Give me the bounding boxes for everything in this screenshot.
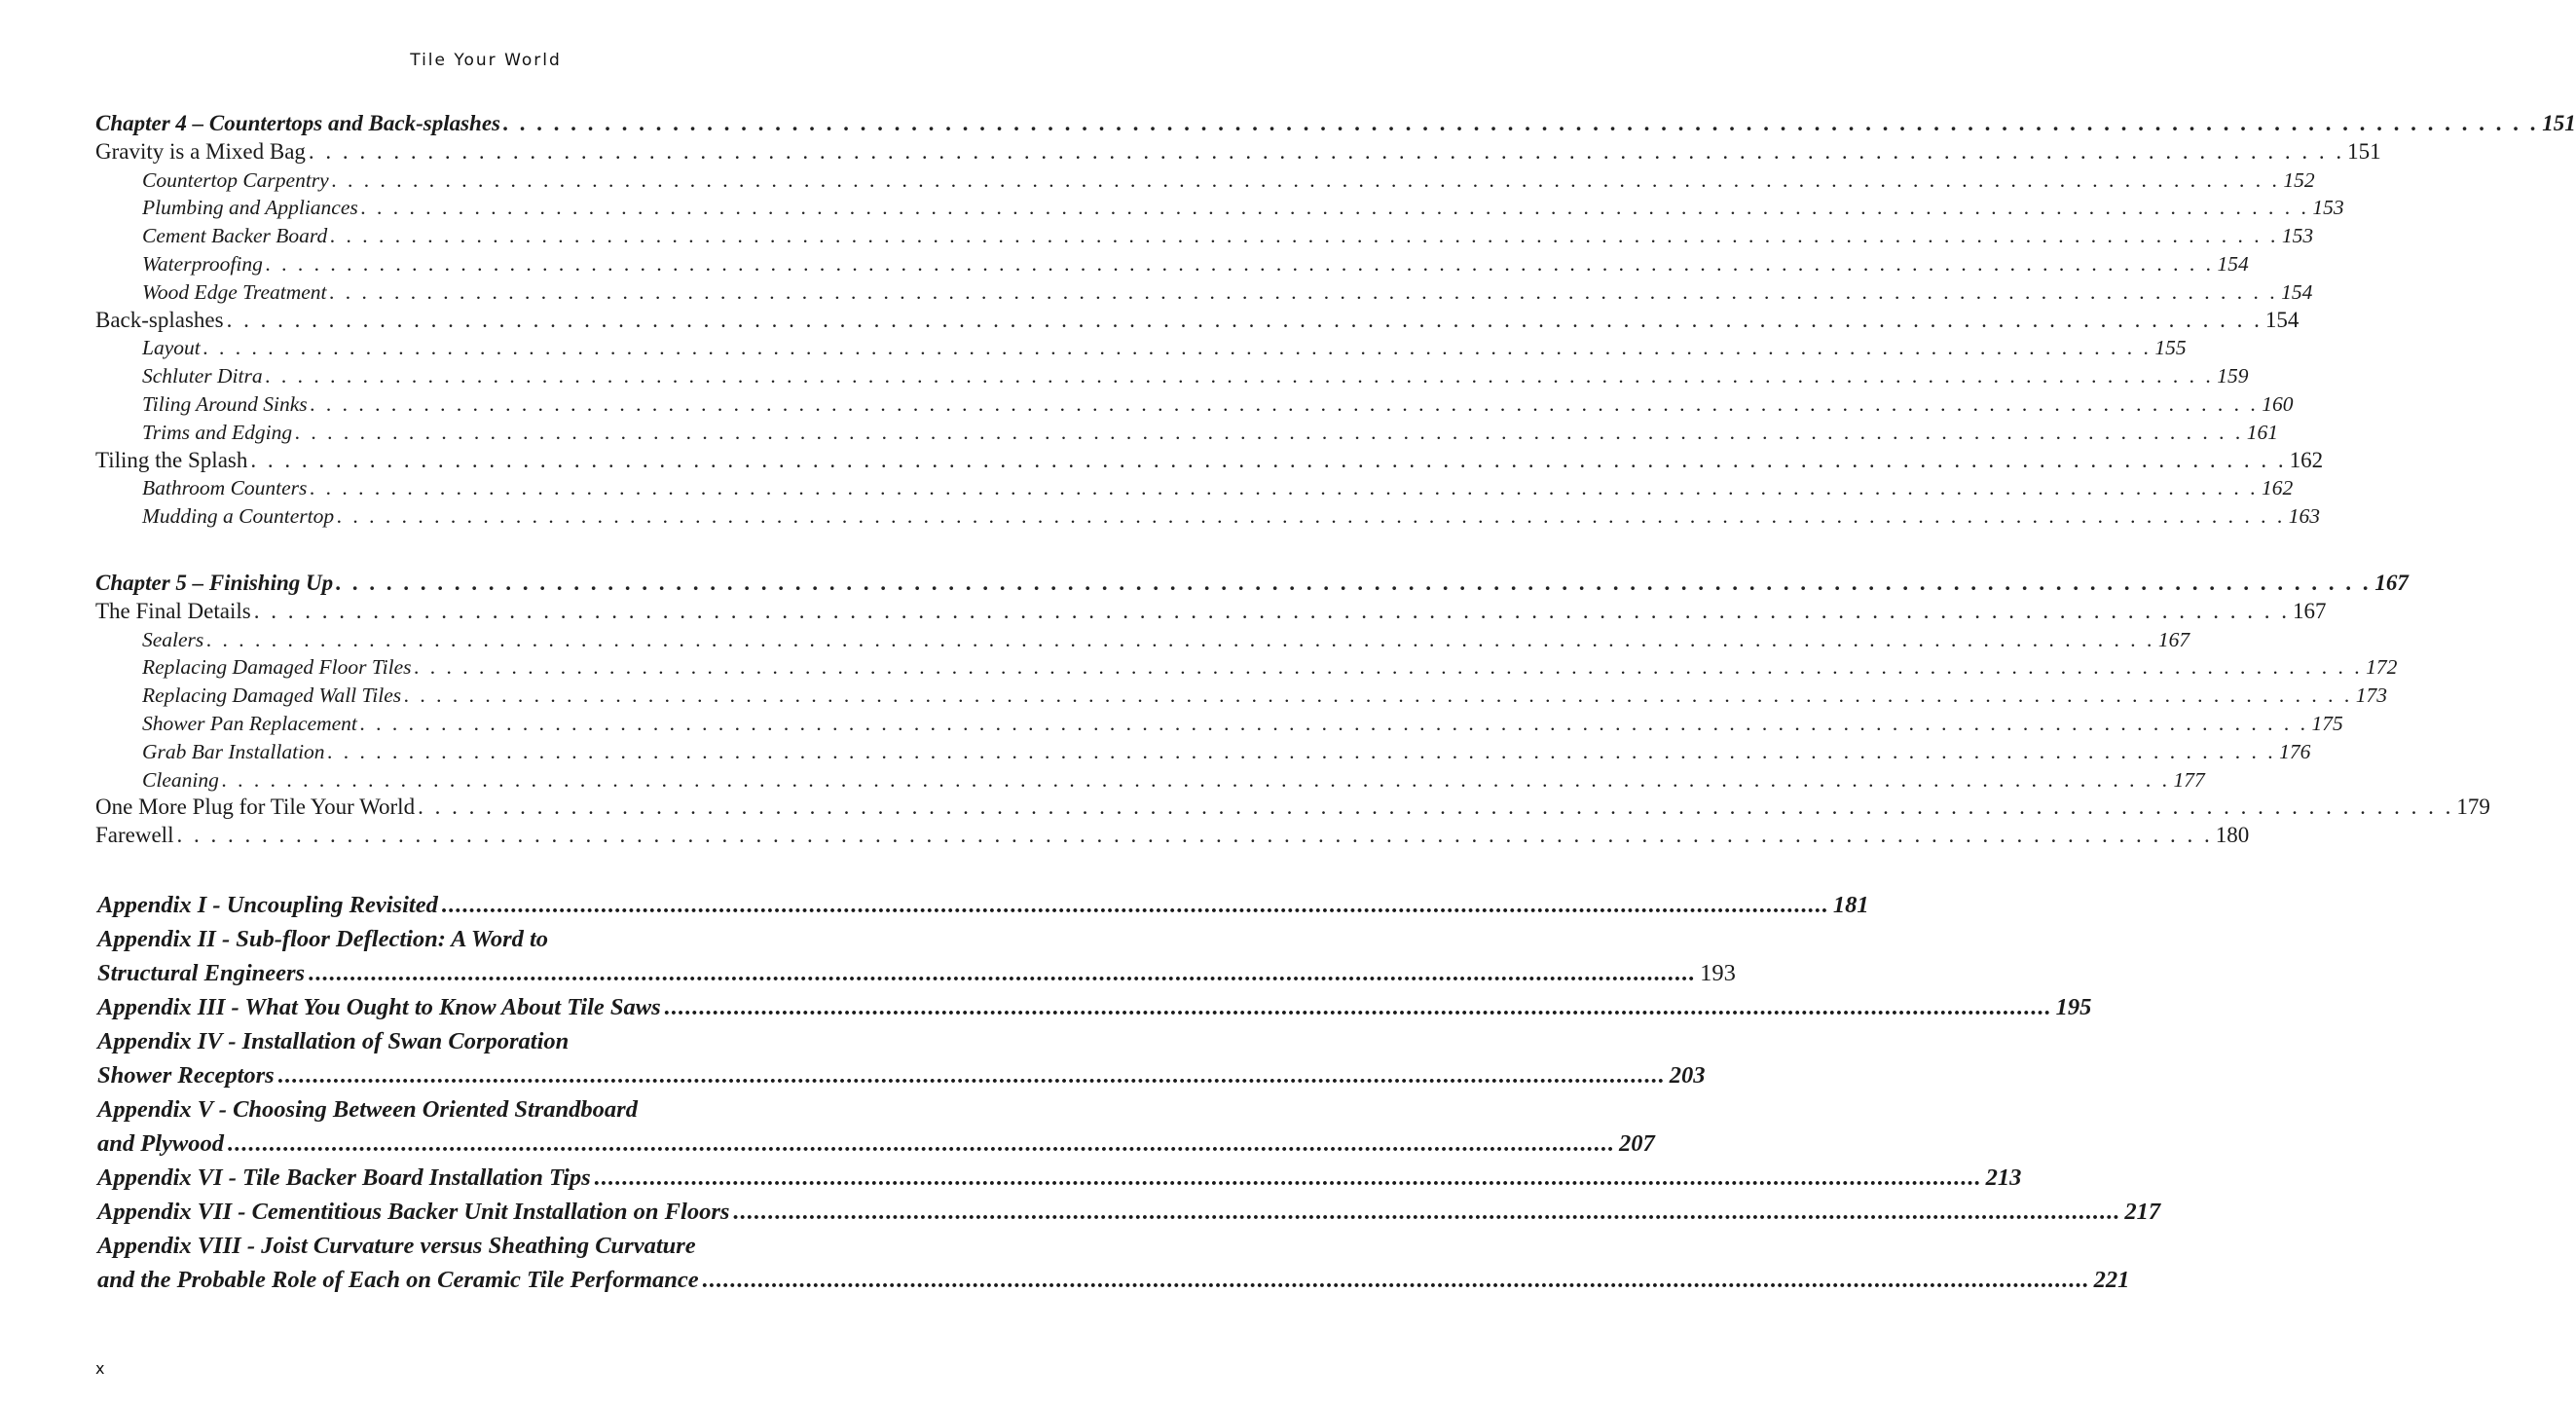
toc-entry-page: 155 — [2154, 336, 2187, 360]
dot-leader: . . . . . . . . . . . . . . . . . . . . . . . . . . . . . . . . . . . . . . . . . . . . . . . . . . . . . . . . . . . . . . . . . . . . . . . . . . . . . . . . . . . . . . . . . . . . . . . . . . . . . . . . . . . . . . . . . . . . . . . . — [221, 767, 2171, 792]
toc-entry-label: Wood Edge Treatment — [142, 279, 327, 304]
toc-entry-page: 172 — [2366, 655, 2398, 680]
toc-chapter-4 — [95, 110, 2576, 531]
toc-entry-sub — [95, 222, 2314, 250]
appendix-label: and Plywood — [97, 1130, 224, 1157]
toc-entry-page: 153 — [2312, 196, 2344, 220]
dot-leader: . . . . . . . . . . . . . . . . . . . . . . . . . . . . . . . . . . . . . . . . . . . . . . . . . . . . . . . . . . . . . . . . . . . . . . . . . . . . . . . . . . . . . . . . . . . . . . . . . . . . . . . . . . . . . . . . . . . . . . . . — [337, 504, 2286, 529]
appendix-label: Appendix V - Choosing Between Oriented Strandboard — [97, 1096, 638, 1123]
toc-entry-page: 154 — [2264, 307, 2300, 332]
toc-entry-page: 162 — [2289, 447, 2324, 472]
appendix-label: Appendix IV - Installation of Swan Corporation — [97, 1028, 570, 1054]
appendix-entry — [97, 1195, 2161, 1229]
dot-leader: ........................................................................................................................................................................................................ — [309, 960, 1697, 986]
toc-entry-chapter — [95, 110, 2576, 138]
toc-entry-label: Chapter 5 – Finishing Up — [95, 571, 334, 595]
toc-entry-page: 167 — [2157, 627, 2190, 651]
dot-leader: . . . . . . . . . . . . . . . . . . . . . . . . . . . . . . . . . . . . . . . . . . . . . . . . . . . . . . . . . . . . . . . . . . . . . . . . . . . . . . . . . . . . . . . . . . . . . . . . . . . . . . . . . . . . . . . . . . . . . . . . — [265, 251, 2215, 276]
appendix-entry — [97, 922, 866, 956]
dot-leader: ........................................................................................................................................................................................................ — [228, 1130, 1615, 1157]
appendix-label: Appendix VII - Cementitious Backer Unit Installation on Floors — [97, 1199, 730, 1225]
toc-entry-page: 152 — [2283, 167, 2315, 192]
appendix-entry — [97, 1127, 1655, 1161]
appendix-entry — [97, 990, 2092, 1024]
dot-leader: ........................................................................................................................................................................................................ — [277, 1062, 1666, 1089]
dot-leader: . . . . . . . . . . . . . . . . . . . . . . . . . . . . . . . . . . . . . . . . . . . . . . . . . . . . . . . . . . . . . . . . . . . . . . . . . . . . . . . . . . . . . . . . . . . . . . . . . . . . . . . . . . . . . . . . . . . . . . . . — [250, 447, 2287, 472]
dot-leader: . . . . . . . . . . . . . . . . . . . . . . . . . . . . . . . . . . . . . . . . . . . . . . . . . . . . . . . . . . . . . . . . . . . . . . . . . . . . . . . . . . . . . . . . . . . . . . . . . . . . . . . . . . . . . . . . . . . . . . . . — [206, 627, 2155, 651]
dot-leader: . . . . . . . . . . . . . . . . . . . . . . . . . . . . . . . . . . . . . . . . . . . . . . . . . . . . . . . . . . . . . . . . . . . . . . . . . . . . . . . . . . . . . . . . . . . . . . . . . . . . . . . . . . . . . . . . . . . . . . . . — [330, 224, 2279, 248]
appendix-page: 195 — [2055, 994, 2092, 1020]
toc-entry-sub — [95, 682, 2388, 710]
toc-entry-sub — [95, 738, 2311, 766]
toc-entry-label: Replacing Damaged Wall Tiles — [142, 684, 402, 708]
toc-entry-label: Sealers — [142, 627, 204, 651]
dot-leader: . . . . . . . . . . . . . . . . . . . . . . . . . . . . . . . . . . . . . . . . . . . . . . . . . . . . . . . . . . . . . . . . . . . . . . . . . . . . . . . . . . . . . . . . . . . . . . . . . . . . . . . . . . . . . . . . . . . . . . . . — [310, 476, 2260, 500]
appendix-entry — [97, 1229, 866, 1263]
toc-entry-sub — [95, 166, 2315, 195]
appendix-page: 213 — [1985, 1164, 2022, 1191]
toc-entry-section — [95, 447, 2324, 475]
toc-entry-label: Chapter 4 – Countertops and Back-splashes — [95, 111, 500, 135]
toc-entry-label: Mudding a Countertop — [142, 504, 335, 529]
dot-leader: . . . . . . . . . . . . . . . . . . . . . . . . . . . . . . . . . . . . . . . . . . . . . . . . . . . . . . . . . . . . . . . . . . . . . . . . . . . . . . . . . . . . . . . . . . . . . . . . . . . . . . . . . . . . . . . . . . . . . . . . — [329, 279, 2279, 304]
toc-entry-chapter — [95, 570, 2409, 598]
dot-leader: . . . . . . . . . . . . . . . . . . . . . . . . . . . . . . . . . . . . . . . . . . . . . . . . . . . . . . . . . . . . . . . . . . . . . . . . . . . . . . . . . . . . . . . . . . . . . . . . . . . . . . . . . . . . . . . . . . . . . . . . — [202, 336, 2153, 360]
appendix-entry — [97, 1161, 2022, 1195]
toc-entry-label: Cleaning — [142, 767, 219, 792]
toc-entry-sub — [95, 710, 2343, 738]
toc-entry-sub — [95, 362, 2249, 390]
appendix-entry — [97, 1024, 866, 1058]
toc-entry-page: 153 — [2281, 224, 2314, 248]
toc-entry-label: Schluter Ditra — [142, 364, 263, 388]
dot-leader: . . . . . . . . . . . . . . . . . . . . . . . . . . . . . . . . . . . . . . . . . . . . . . . . . . . . . . . . . . . . . . . . . . . . . . . . . . . . . . . . . . . . . . . . . . . . . . . . . . . . . . . . . . . . . . . . . . . . . . . . — [503, 111, 2540, 135]
toc-entry-label: Farewell — [95, 823, 174, 848]
toc-entry-page: 154 — [2281, 279, 2313, 304]
toc-entry-sub — [95, 474, 2294, 502]
toc-entry-page: 173 — [2355, 684, 2388, 708]
appendix-label: Appendix VIII - Joist Curvature versus Sheathing Curvature — [97, 1233, 696, 1259]
appendix-label: Appendix I - Uncoupling Revisited — [97, 892, 438, 918]
appendix-entry — [97, 1263, 2130, 1297]
appendix-label: Appendix VI - Tile Backer Board Installation Tips — [97, 1164, 591, 1191]
appendix-label: and the Probable Role of Each on Ceramic Tile Performance — [97, 1267, 699, 1293]
toc-entry-label: Replacing Damaged Floor Tiles — [142, 655, 412, 680]
appendix-entry — [97, 888, 1869, 922]
dot-leader: . . . . . . . . . . . . . . . . . . . . . . . . . . . . . . . . . . . . . . . . . . . . . . . . . . . . . . . . . . . . . . . . . . . . . . . . . . . . . . . . . . . . . . . . . . . . . . . . . . . . . . . . . . . . . . . . . . . . . . . . — [418, 794, 2454, 820]
toc-entry-page: 154 — [2217, 251, 2249, 276]
dot-leader: . . . . . . . . . . . . . . . . . . . . . . . . . . . . . . . . . . . . . . . . . . . . . . . . . . . . . . . . . . . . . . . . . . . . . . . . . . . . . . . . . . . . . . . . . . . . . . . . . . . . . . . . . . . . . . . . . . . . . . . . — [336, 571, 2373, 595]
dot-leader: . . . . . . . . . . . . . . . . . . . . . . . . . . . . . . . . . . . . . . . . . . . . . . . . . . . . . . . . . . . . . . . . . . . . . . . . . . . . . . . . . . . . . . . . . . . . . . . . . . . . . . . . . . . . . . . . . . . . . . . . — [360, 196, 2310, 220]
toc-entry-sub — [95, 194, 2344, 222]
toc-entry-sub — [95, 334, 2187, 362]
toc-entry-label: Countertop Carpentry — [142, 167, 329, 192]
toc-entry-label: The Final Details — [95, 598, 251, 623]
toc-entry-label: Trims and Edging — [142, 420, 293, 444]
page-number: x — [95, 1359, 105, 1378]
appendix-label: Structural Engineers — [97, 960, 306, 986]
toc-entry-label: Plumbing and Appliances — [142, 196, 358, 220]
appendix-page: 217 — [2124, 1199, 2161, 1225]
dot-leader: . . . . . . . . . . . . . . . . . . . . . . . . . . . . . . . . . . . . . . . . . . . . . . . . . . . . . . . . . . . . . . . . . . . . . . . . . . . . . . . . . . . . . . . . . . . . . . . . . . . . . . . . . . . . . . . . . . . . . . . . — [331, 167, 2281, 192]
dot-leader: . . . . . . . . . . . . . . . . . . . . . . . . . . . . . . . . . . . . . . . . . . . . . . . . . . . . . . . . . . . . . . . . . . . . . . . . . . . . . . . . . . . . . . . . . . . . . . . . . . . . . . . . . . . . . . . . . . . . . . . . — [308, 138, 2345, 164]
toc-entry-section — [95, 822, 2250, 850]
dot-leader: . . . . . . . . . . . . . . . . . . . . . . . . . . . . . . . . . . . . . . . . . . . . . . . . . . . . . . . . . . . . . . . . . . . . . . . . . . . . . . . . . . . . . . . . . . . . . . . . . . . . . . . . . . . . . . . . . . . . . . . . — [414, 655, 2364, 680]
dot-leader: ........................................................................................................................................................................................................ — [594, 1164, 1982, 1191]
toc-entry-label: Grab Bar Installation — [142, 739, 325, 763]
toc-entry-sub — [95, 390, 2294, 419]
toc-entry-sub — [95, 250, 2249, 278]
toc-entry-page: 163 — [2288, 504, 2320, 529]
toc-entry-page: 162 — [2262, 476, 2294, 500]
toc-entry-label: Cement Backer Board — [142, 224, 328, 248]
appendix-label: Appendix III - What You Ought to Know About Tile Saws — [97, 994, 661, 1020]
toc-entry-page: 177 — [2173, 767, 2205, 792]
dot-leader: . . . . . . . . . . . . . . . . . . . . . . . . . . . . . . . . . . . . . . . . . . . . . . . . . . . . . . . . . . . . . . . . . . . . . . . . . . . . . . . . . . . . . . . . . . . . . . . . . . . . . . . . . . . . . . . . . . . . . . . . — [404, 684, 2353, 708]
appendix-page: 193 — [1700, 960, 1736, 986]
toc-entry-page: 175 — [2311, 711, 2343, 735]
toc-entry-label: Tiling the Splash — [95, 447, 248, 472]
toc-entry-label: Layout — [142, 336, 201, 360]
toc-entry-section — [95, 794, 2490, 822]
dot-leader: . . . . . . . . . . . . . . . . . . . . . . . . . . . . . . . . . . . . . . . . . . . . . . . . . . . . . . . . . . . . . . . . . . . . . . . . . . . . . . . . . . . . . . . . . . . . . . . . . . . . . . . . . . . . . . . . . . . . . . . . — [176, 823, 2213, 848]
appendix-label: Appendix II - Sub-floor Deflection: A Word to — [97, 926, 549, 952]
toc-entry-sub — [95, 626, 2190, 654]
appendix-entry — [97, 956, 1736, 990]
toc-entry-sub — [95, 653, 2398, 682]
dot-leader: . . . . . . . . . . . . . . . . . . . . . . . . . . . . . . . . . . . . . . . . . . . . . . . . . . . . . . . . . . . . . . . . . . . . . . . . . . . . . . . . . . . . . . . . . . . . . . . . . . . . . . . . . . . . . . . . . . . . . . . . — [253, 598, 2290, 623]
toc-entry-label: Waterproofing — [142, 251, 263, 276]
toc-entry-page: 167 — [2292, 598, 2327, 623]
dot-leader: . . . . . . . . . . . . . . . . . . . . . . . . . . . . . . . . . . . . . . . . . . . . . . . . . . . . . . . . . . . . . . . . . . . . . . . . . . . . . . . . . . . . . . . . . . . . . . . . . . . . . . . . . . . . . . . . . . . . . . . . — [310, 391, 2260, 416]
toc-chapter-5 — [95, 570, 2490, 850]
toc-entry-page: 161 — [2246, 420, 2278, 444]
toc-entry-page: 160 — [2262, 391, 2294, 416]
toc-entry-page: 159 — [2217, 364, 2249, 388]
toc-entry-sub — [95, 278, 2313, 307]
toc-entry-section — [95, 598, 2327, 626]
toc-entry-section — [95, 138, 2381, 166]
dot-leader: . . . . . . . . . . . . . . . . . . . . . . . . . . . . . . . . . . . . . . . . . . . . . . . . . . . . . . . . . . . . . . . . . . . . . . . . . . . . . . . . . . . . . . . . . . . . . . . . . . . . . . . . . . . . . . . . . . . . . . . . — [226, 307, 2263, 332]
appendix-entry — [97, 1058, 1706, 1092]
dot-leader: ........................................................................................................................................................................................................ — [733, 1199, 2121, 1225]
dot-leader: ........................................................................................................................................................................................................ — [664, 994, 2052, 1020]
dot-leader: ........................................................................................................................................................................................................ — [702, 1267, 2090, 1293]
dot-leader: . . . . . . . . . . . . . . . . . . . . . . . . . . . . . . . . . . . . . . . . . . . . . . . . . . . . . . . . . . . . . . . . . . . . . . . . . . . . . . . . . . . . . . . . . . . . . . . . . . . . . . . . . . . . . . . . . . . . . . . . — [359, 711, 2309, 735]
toc-appendices — [97, 888, 2161, 1297]
toc-entry-page: 151 — [2542, 111, 2576, 135]
appendix-page: 221 — [2093, 1267, 2130, 1293]
toc-entry-label: Tiling Around Sinks — [142, 391, 308, 416]
toc-entry-page: 179 — [2456, 794, 2490, 820]
toc-entry-sub — [95, 419, 2278, 447]
appendix-entry — [97, 1092, 866, 1127]
toc-entry-label: Shower Pan Replacement — [142, 711, 357, 735]
dot-leader: . . . . . . . . . . . . . . . . . . . . . . . . . . . . . . . . . . . . . . . . . . . . . . . . . . . . . . . . . . . . . . . . . . . . . . . . . . . . . . . . . . . . . . . . . . . . . . . . . . . . . . . . . . . . . . . . . . . . . . . . — [265, 364, 2215, 388]
toc-entry-page: 167 — [2374, 571, 2409, 595]
toc-entry-page: 151 — [2347, 138, 2381, 164]
toc-entry-sub — [95, 502, 2320, 531]
dot-leader: . . . . . . . . . . . . . . . . . . . . . . . . . . . . . . . . . . . . . . . . . . . . . . . . . . . . . . . . . . . . . . . . . . . . . . . . . . . . . . . . . . . . . . . . . . . . . . . . . . . . . . . . . . . . . . . . . . . . . . . . — [327, 739, 2277, 763]
toc-entry-label: Back-splashes — [95, 307, 224, 332]
toc-entry-page: 176 — [2279, 739, 2311, 763]
running-head: Tile Your World — [410, 51, 562, 70]
appendix-page: 207 — [1619, 1130, 1655, 1157]
appendix-page: 181 — [1832, 892, 1869, 918]
dot-leader: ........................................................................................................................................................................................................ — [441, 892, 1829, 918]
toc-entry-sub — [95, 766, 2205, 794]
toc-entry-section — [95, 307, 2300, 335]
appendix-label: Shower Receptors — [97, 1062, 275, 1089]
toc-entry-label: One More Plug for Tile Your World — [95, 794, 416, 820]
toc-entry-page: 180 — [2215, 823, 2250, 848]
toc-entry-label: Gravity is a Mixed Bag — [95, 138, 306, 164]
appendix-page: 203 — [1669, 1062, 1706, 1089]
toc-entry-label: Bathroom Counters — [142, 476, 308, 500]
dot-leader: . . . . . . . . . . . . . . . . . . . . . . . . . . . . . . . . . . . . . . . . . . . . . . . . . . . . . . . . . . . . . . . . . . . . . . . . . . . . . . . . . . . . . . . . . . . . . . . . . . . . . . . . . . . . . . . . . . . . . . . . — [295, 420, 2244, 444]
